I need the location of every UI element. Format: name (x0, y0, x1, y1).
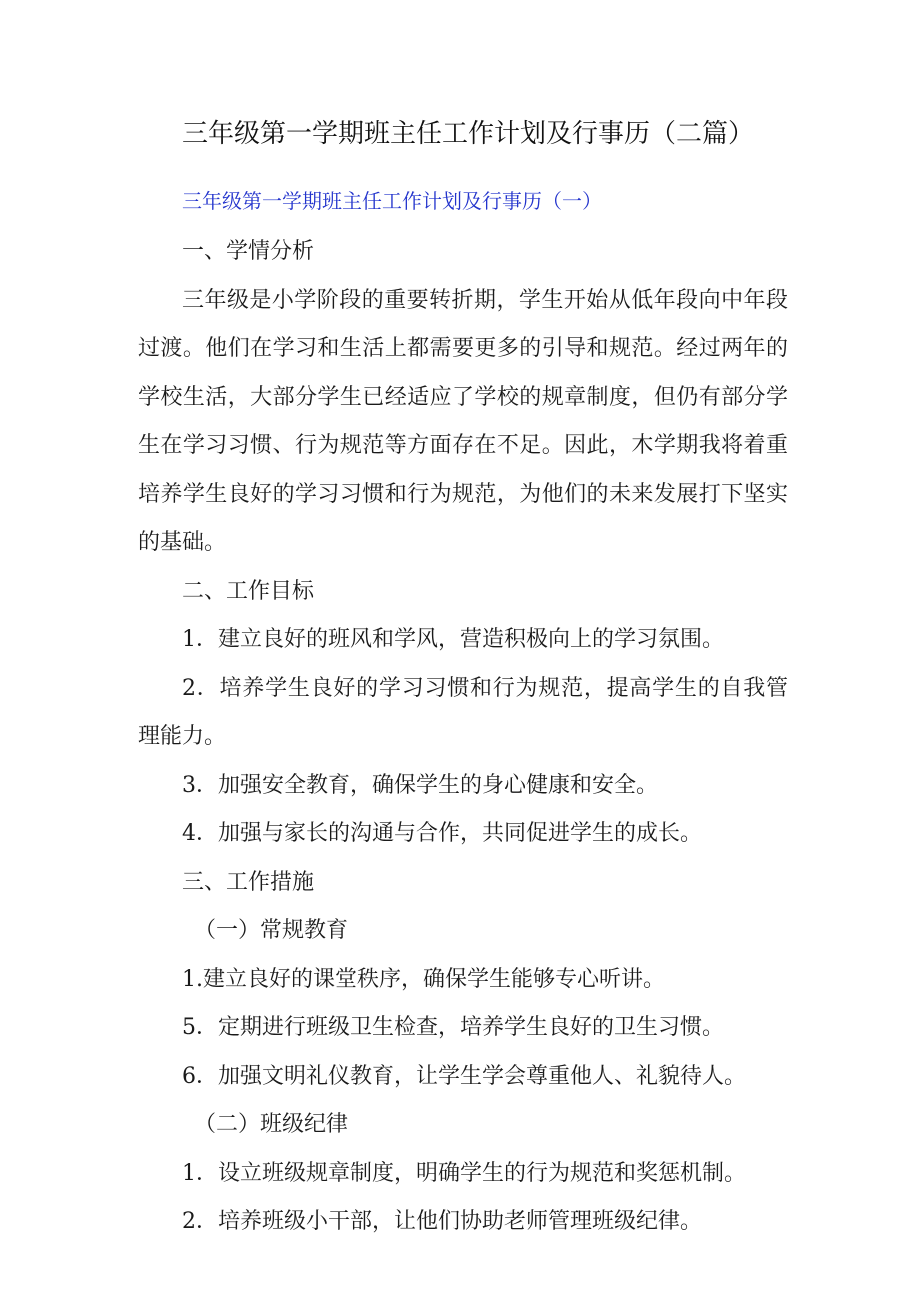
goal-item-1: 1．建立良好的班风和学风，营造积极向上的学习氛围。 (182, 627, 724, 652)
goal-item-3: 3．加强安全教育，确保学生的身心健康和安全。 (182, 772, 658, 798)
heading-xueqing-fenxi: 一、学情分析 (182, 239, 315, 264)
document-title: 三年级第一学期班主任工作计划及行事历（二篇） (182, 119, 755, 149)
paragraph-analysis: 三年级是小学阶段的重要转折期，学生开始从低年段向中年段过渡。他们在学习和生活上都需要更多的引导和规范。经过两年的学校生活，大部分学生已经适应了学校的规章制度，但仍有部分学生在学习习惯、行为规范等方面存在不足。因此，木学期我将着重培养学生良好的学习习惯和行为规范，为他们的未来发展打下坚实的基础。 (138, 287, 788, 555)
subheading-banji-jilv: （二）班级纪律 (194, 1112, 349, 1137)
subheading-changgui-jiaoyu: （一）常规教育 (194, 918, 349, 943)
discipline-item-2: 2．培养班级小干部，让他们协助老师管理班级纪律。 (182, 1209, 702, 1234)
heading-gongzuo-cuoshi: 三、工作措施 (182, 869, 315, 895)
measure-item-6: 6．加强文明礼仪教育，让学生学会尊重他人、礼貌待人。 (182, 1063, 746, 1089)
measure-item-5: 5．定期进行班级卫生检查，培养学生良好的卫生习惯。 (182, 1015, 724, 1040)
measure-item-1: 1.建立良好的课堂秩序，确保学生能够专心听讲。 (182, 966, 665, 992)
heading-gongzuo-mubiao: 二、工作目标 (182, 578, 315, 604)
goal-item-4: 4．加强与家长的沟通与合作，共同促进学生的成长。 (182, 821, 702, 846)
discipline-item-1: 1．设立班级规章制度，明确学生的行为规范和奖惩机制。 (182, 1160, 746, 1186)
goal-item-2: 2．培养学生良好的学习习惯和行为规范，提高学生的自我管理能力。 (138, 675, 788, 749)
document-body (138, 228, 788, 1247)
section-subtitle: 三年级第一学期班主任工作计划及行事历（一） (182, 189, 602, 213)
